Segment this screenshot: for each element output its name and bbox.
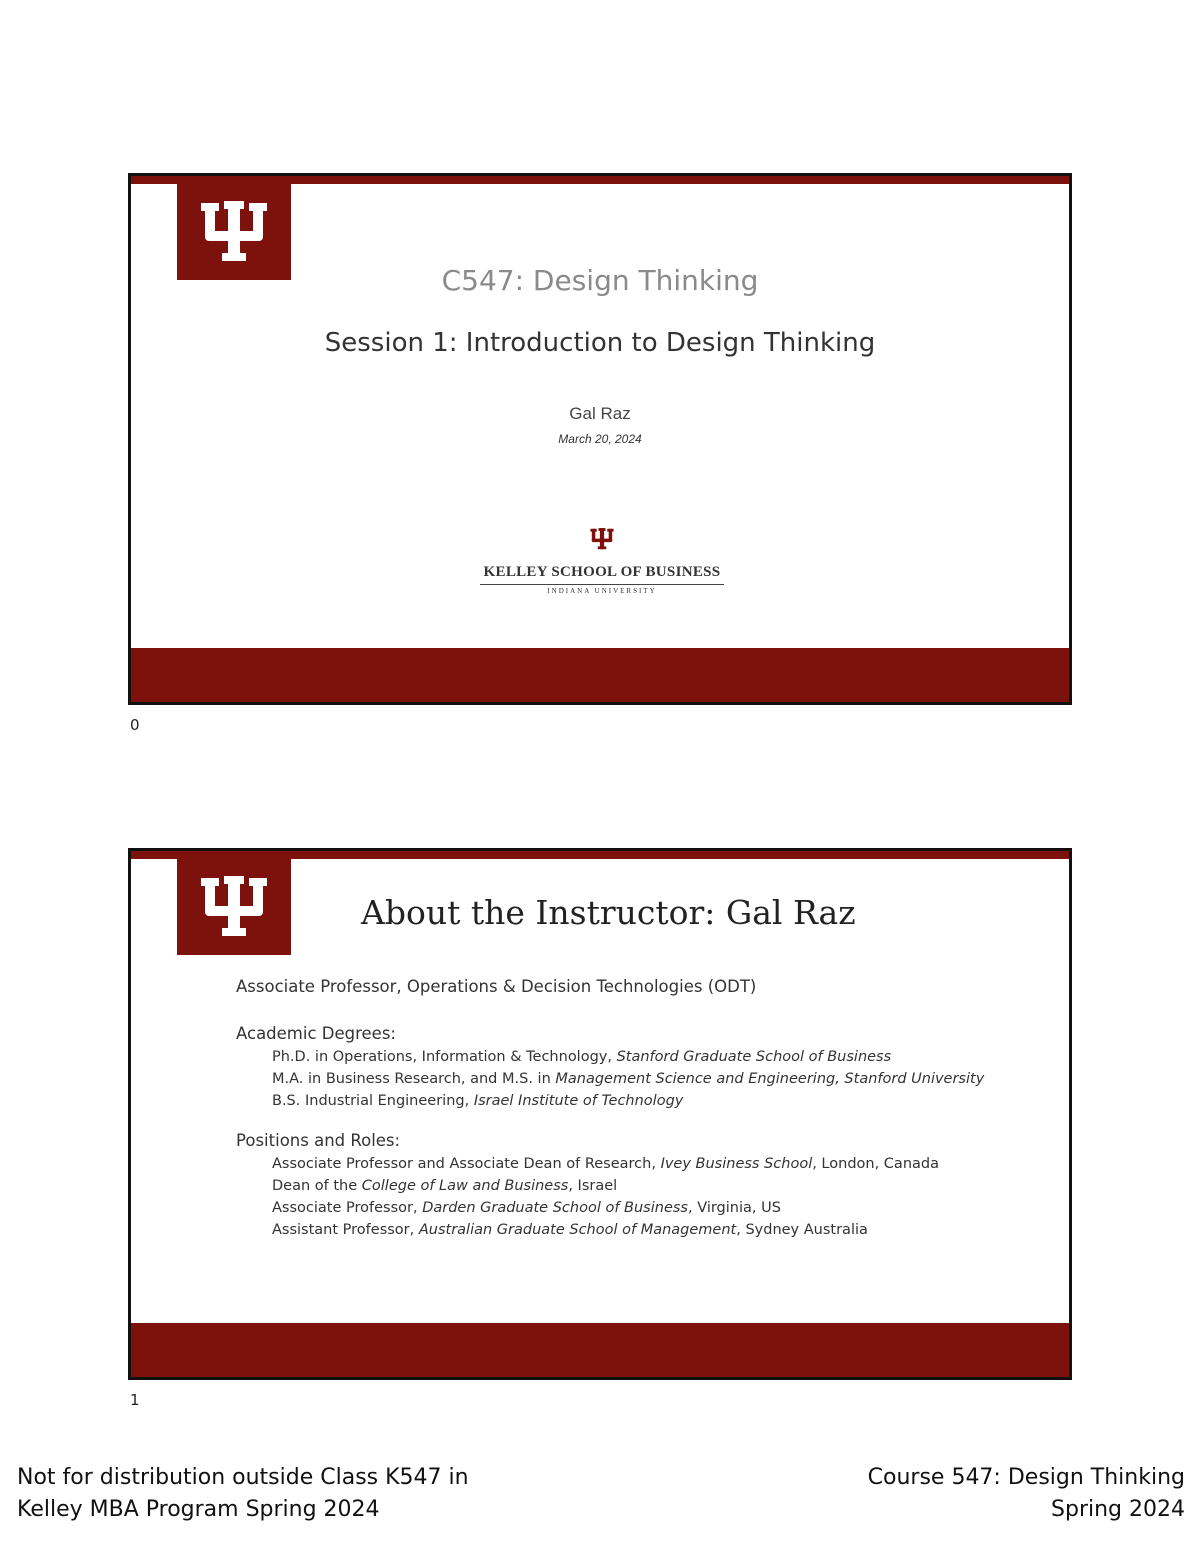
school-subtitle: INDIANA UNIVERSITY (547, 587, 657, 595)
notice-line: Kelley MBA Program Spring 2024 (17, 1497, 380, 1522)
iu-trident-icon (197, 874, 271, 940)
list-item: Dean of the College of Law and Business, Israel (272, 1178, 618, 1194)
school-name: KELLEY SCHOOL OF BUSINESS (480, 564, 724, 585)
positions-list (236, 1156, 1029, 1238)
degrees-list (236, 1049, 1029, 1109)
list-item: Ph.D. in Operations, Information & Technology, Stanford Graduate School of Business (272, 1049, 892, 1065)
iu-logo-box (177, 859, 291, 955)
instructor-bio (236, 977, 1029, 1260)
list-item: Assistant Professor, Australian Graduate School of Management, Sydney Australia (272, 1222, 868, 1238)
list-item: B.S. Industrial Engineering, Israel Institute of Technology (272, 1093, 684, 1109)
current-role: Associate Professor, Operations & Decision Technologies (ODT) (236, 977, 757, 996)
degrees-heading: Academic Degrees: (236, 1024, 396, 1043)
slide-title: About the Instructor: Gal Raz (361, 893, 856, 932)
session-title: Session 1: Introduction to Design Thinking (324, 328, 876, 358)
list-item: M.A. in Business Research, and M.S. in Management Science and Engineering, Stanford University (272, 1071, 985, 1087)
top-rule (131, 851, 1069, 859)
author-name: Gal Raz (569, 404, 631, 423)
iu-trident-small-icon (589, 524, 615, 554)
instructor-slide (128, 848, 1072, 1380)
list-item: Associate Professor and Associate Dean of Research, Ivey Business School, London, Canada (272, 1156, 939, 1172)
course-title: C547: Design Thinking (441, 264, 759, 297)
title-slide (128, 173, 1072, 705)
bottom-band (131, 648, 1069, 702)
bottom-band (131, 1323, 1069, 1377)
list-item: Associate Professor, Darden Graduate School of Business, Virginia, US (272, 1200, 781, 1216)
iu-trident-icon (197, 199, 271, 265)
course-footer (868, 1462, 1185, 1526)
page-number: 1 (130, 1391, 140, 1409)
distribution-notice (17, 1462, 469, 1526)
kelley-logo (480, 524, 724, 595)
notice-line: Not for distribution outside Class K547 in (17, 1465, 469, 1490)
top-rule (131, 176, 1069, 184)
course-line: Spring 2024 (1051, 1497, 1185, 1522)
presentation-date: March 20, 2024 (558, 432, 642, 446)
page-number: 0 (130, 716, 140, 734)
positions-heading: Positions and Roles: (236, 1131, 401, 1150)
course-line: Course 547: Design Thinking (867, 1465, 1185, 1490)
